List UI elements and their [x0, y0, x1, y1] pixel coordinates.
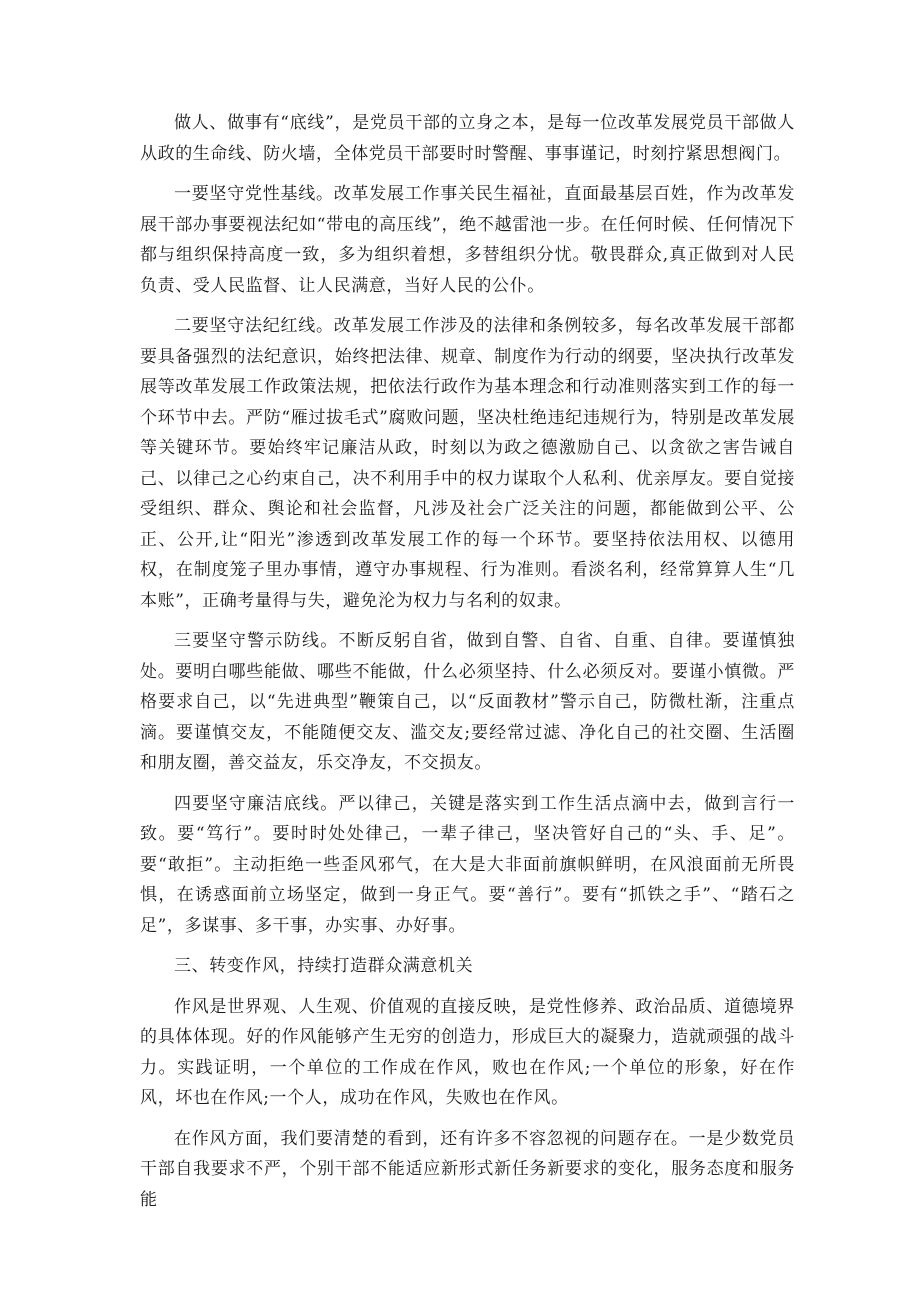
paragraph-intro: 做人、做事有“底线”，是党员干部的立身之本，是每一位改革发展党员干部做人从政的生命线、防火墙，全体党员干部要时时警醒、事事谨记，时刻拧紧思想阀门。 — [140, 113, 795, 164]
paragraph-warning-defense: 三要坚守警示防线。不断反躬自省，做到自警、自省、自重、自律。要谨慎独处。要明白哪些能做、哪些不能做，什么必须坚持、什么必须反对。要谨小慎微。严格要求自己，以“先进典型”鞭策自己，以“反面教材”警示自己，防微杜渐，注重点滴。要谨慎交友，不能随便交友、滥交友;要经常过滤、净化自己的社交圈、生活圈和朋友圈，善交益友，乐交净友，不交损友。 — [140, 631, 795, 773]
paragraph-work-style: 作风是世界观、人生观、价值观的直接反映，是党性修养、政治品质、道德境界的具体体现。好的作风能够产生无穷的创造力，形成巨大的凝聚力，造就顽强的战斗力。实践证明，一个单位的工作成在作风，败也在作风;一个单位的形象，好在作风，坏也在作风;一个人，成功在作风，失败也在作风。 — [140, 996, 795, 1108]
document-body — [140, 108, 795, 1225]
paragraph-law-redline: 二要坚守法纪红线。改革发展工作涉及的法律和条例较多，每名改革发展干部都要具备强烈的法纪意识，始终把法律、规章、制度作为行动的纲要，坚决执行改革发展等改革发展工作政策法规，把依法行政作为基本理念和行动准则落实到工作的每一个环节中去。严防“雁过拔毛式”腐败问题，坚决杜绝违纪违规行为，特别是改革发展等关键环节。要始终牢记廉洁从政，时刻以为政之德激励自己、以贪欲之害告诫自己、以律己之心约束自己，决不利用手中的权力谋取个人私利、优亲厚友。要自觉接受组织、群众、舆论和社会监督，凡涉及社会广泛关注的问题，都能做到公平、公正、公开,让“阳光”渗透到改革发展工作的每一个环节。要坚持依法用权、以德用权，在制度笼子里办事情，遵守办事规程、行为准则。看淡名利，经常算算人生“几本账”，正确考量得与失，避免沦为权力与名利的奴隶。 — [140, 316, 795, 611]
section-heading: 三、转变作风，持续打造群众满意机关 — [174, 956, 474, 976]
paragraph-work-style-issues: 在作风方面，我们要清楚的看到，还有许多不容忽视的问题存在。一是少数党员干部自我要求不严，个别干部不能适应新形式新任务新要求的变化，服务态度和服务能 — [140, 1128, 795, 1210]
paragraph-integrity-bottomline: 四要坚守廉洁底线。严以律己，关键是落实到工作生活点滴中去，做到言行一致。要“笃行”。要时时处处律己，一辈子律己，坚决管好自己的“头、手、足”。要“敢拒”。主动拒绝一些歪风邪气，在大是大非面前旗帜鲜明，在风浪面前无所畏惧，在诱惑面前立场坚定，做到一身正气。要“善行”。要有“抓铁之手”、“踏石之足”，多谋事、多干事，办实事、办好事。 — [140, 793, 795, 936]
paragraph-party-baseline: 一要坚守党性基线。改革发展工作事关民生福祉，直面最基层百姓，作为改革发展干部办事要视法纪如“带电的高压线”，绝不越雷池一步。在任何时候、任何情况下都与组织保持高度一致，多为组织着想，多替组织分忧。敬畏群众,真正做到对人民负责、受人民监督、让人民满意，当好人民的公仆。 — [140, 184, 795, 296]
